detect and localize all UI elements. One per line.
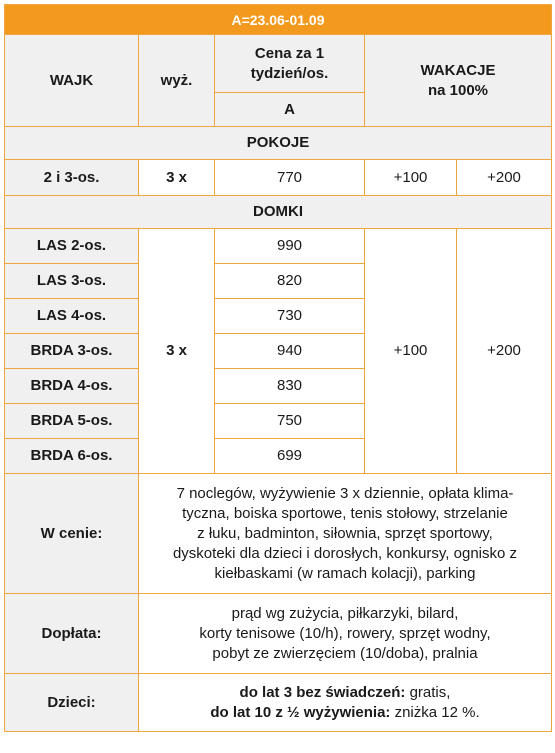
w-cenie-line: 7 noclegów, wyżywienie 3 x dziennie, opłata klima- xyxy=(176,484,514,502)
table-row xyxy=(5,160,552,196)
w-cenie-line: kiełbaskami (w ramach kolacji), parking xyxy=(214,564,476,582)
section-domki: DOMKI xyxy=(5,196,552,229)
w-cenie-label: W cenie: xyxy=(5,474,139,594)
domek-name: LAS 3-os. xyxy=(5,264,139,299)
header-wakacje-line1: WAKACJE xyxy=(420,61,496,79)
doplata-label: Dopłata: xyxy=(5,594,139,674)
w-cenie-text xyxy=(139,474,552,594)
room-name: 2 i 3-os. xyxy=(5,160,139,196)
domek-name: BRDA 3-os. xyxy=(5,334,139,369)
header-row xyxy=(5,35,552,93)
doplata-row xyxy=(5,594,552,674)
domki-wakacje-2: +200 xyxy=(457,229,552,474)
domek-price: 990 xyxy=(215,229,365,264)
doplata-line: korty tenisowe (10/h), rowery, sprzęt wodny, xyxy=(199,624,491,642)
w-cenie-line: z łuku, badminton, siłownia, sprzęt sportowy, xyxy=(197,524,493,542)
title-row xyxy=(5,5,552,35)
section-pokoje: POKOJE xyxy=(5,127,552,160)
room-wakacje-2: +200 xyxy=(457,160,552,196)
table-title: A=23.06-01.09 xyxy=(5,5,552,35)
domek-price: 750 xyxy=(215,404,365,439)
dzieci-label: Dzieci: xyxy=(5,674,139,732)
doplata-text xyxy=(139,594,552,674)
domek-price: 820 xyxy=(215,264,365,299)
dzieci-text xyxy=(139,674,552,732)
domek-price: 940 xyxy=(215,334,365,369)
domek-name: BRDA 5-os. xyxy=(5,404,139,439)
w-cenie-line: dyskoteki dla dzieci i dorosłych, konkursy, ognisko z xyxy=(172,544,518,562)
table-row xyxy=(5,229,552,264)
header-cena-line2: tydzień/os. xyxy=(250,64,329,82)
room-wyz: 3 x xyxy=(139,160,215,196)
price-table xyxy=(4,4,552,732)
section-pokoje-row xyxy=(5,127,552,160)
header-cena-line1: Cena za 1 xyxy=(254,44,325,62)
domek-price: 730 xyxy=(215,299,365,334)
domek-price: 830 xyxy=(215,369,365,404)
dzieci-row xyxy=(5,674,552,732)
w-cenie-row xyxy=(5,474,552,594)
doplata-line: pobyt ze zwierzęciem (10/doba), pralnia xyxy=(212,644,478,662)
room-price: 770 xyxy=(215,160,365,196)
domek-name: LAS 2-os. xyxy=(5,229,139,264)
domek-name: LAS 4-os. xyxy=(5,299,139,334)
dzieci-line1-rest: gratis, xyxy=(405,683,451,701)
domek-name: BRDA 6-os. xyxy=(5,439,139,474)
header-wajk: WAJK xyxy=(5,35,139,127)
dzieci-line2-bold: do lat 10 z ½ wyżywienia: xyxy=(210,703,391,721)
doplata-line: prąd wg zużycia, piłkarzyki, bilard, xyxy=(231,604,459,622)
domek-name: BRDA 4-os. xyxy=(5,369,139,404)
section-domki-row xyxy=(5,196,552,229)
domki-wyz: 3 x xyxy=(139,229,215,474)
dzieci-line1-bold: do lat 3 bez świadczeń: xyxy=(239,683,406,701)
room-wakacje-1: +100 xyxy=(365,160,457,196)
dzieci-line2-rest: zniżka 12 %. xyxy=(390,703,480,721)
header-cena xyxy=(215,35,365,93)
header-wakacje-line2: na 100% xyxy=(427,81,489,99)
header-cena-sub: A xyxy=(215,93,365,127)
domki-wakacje-1: +100 xyxy=(365,229,457,474)
header-wyz: wyż. xyxy=(139,35,215,127)
domek-price: 699 xyxy=(215,439,365,474)
w-cenie-line: tyczna, boiska sportowe, tenis stołowy, strzelanie xyxy=(182,504,508,522)
header-wakacje xyxy=(365,35,552,127)
